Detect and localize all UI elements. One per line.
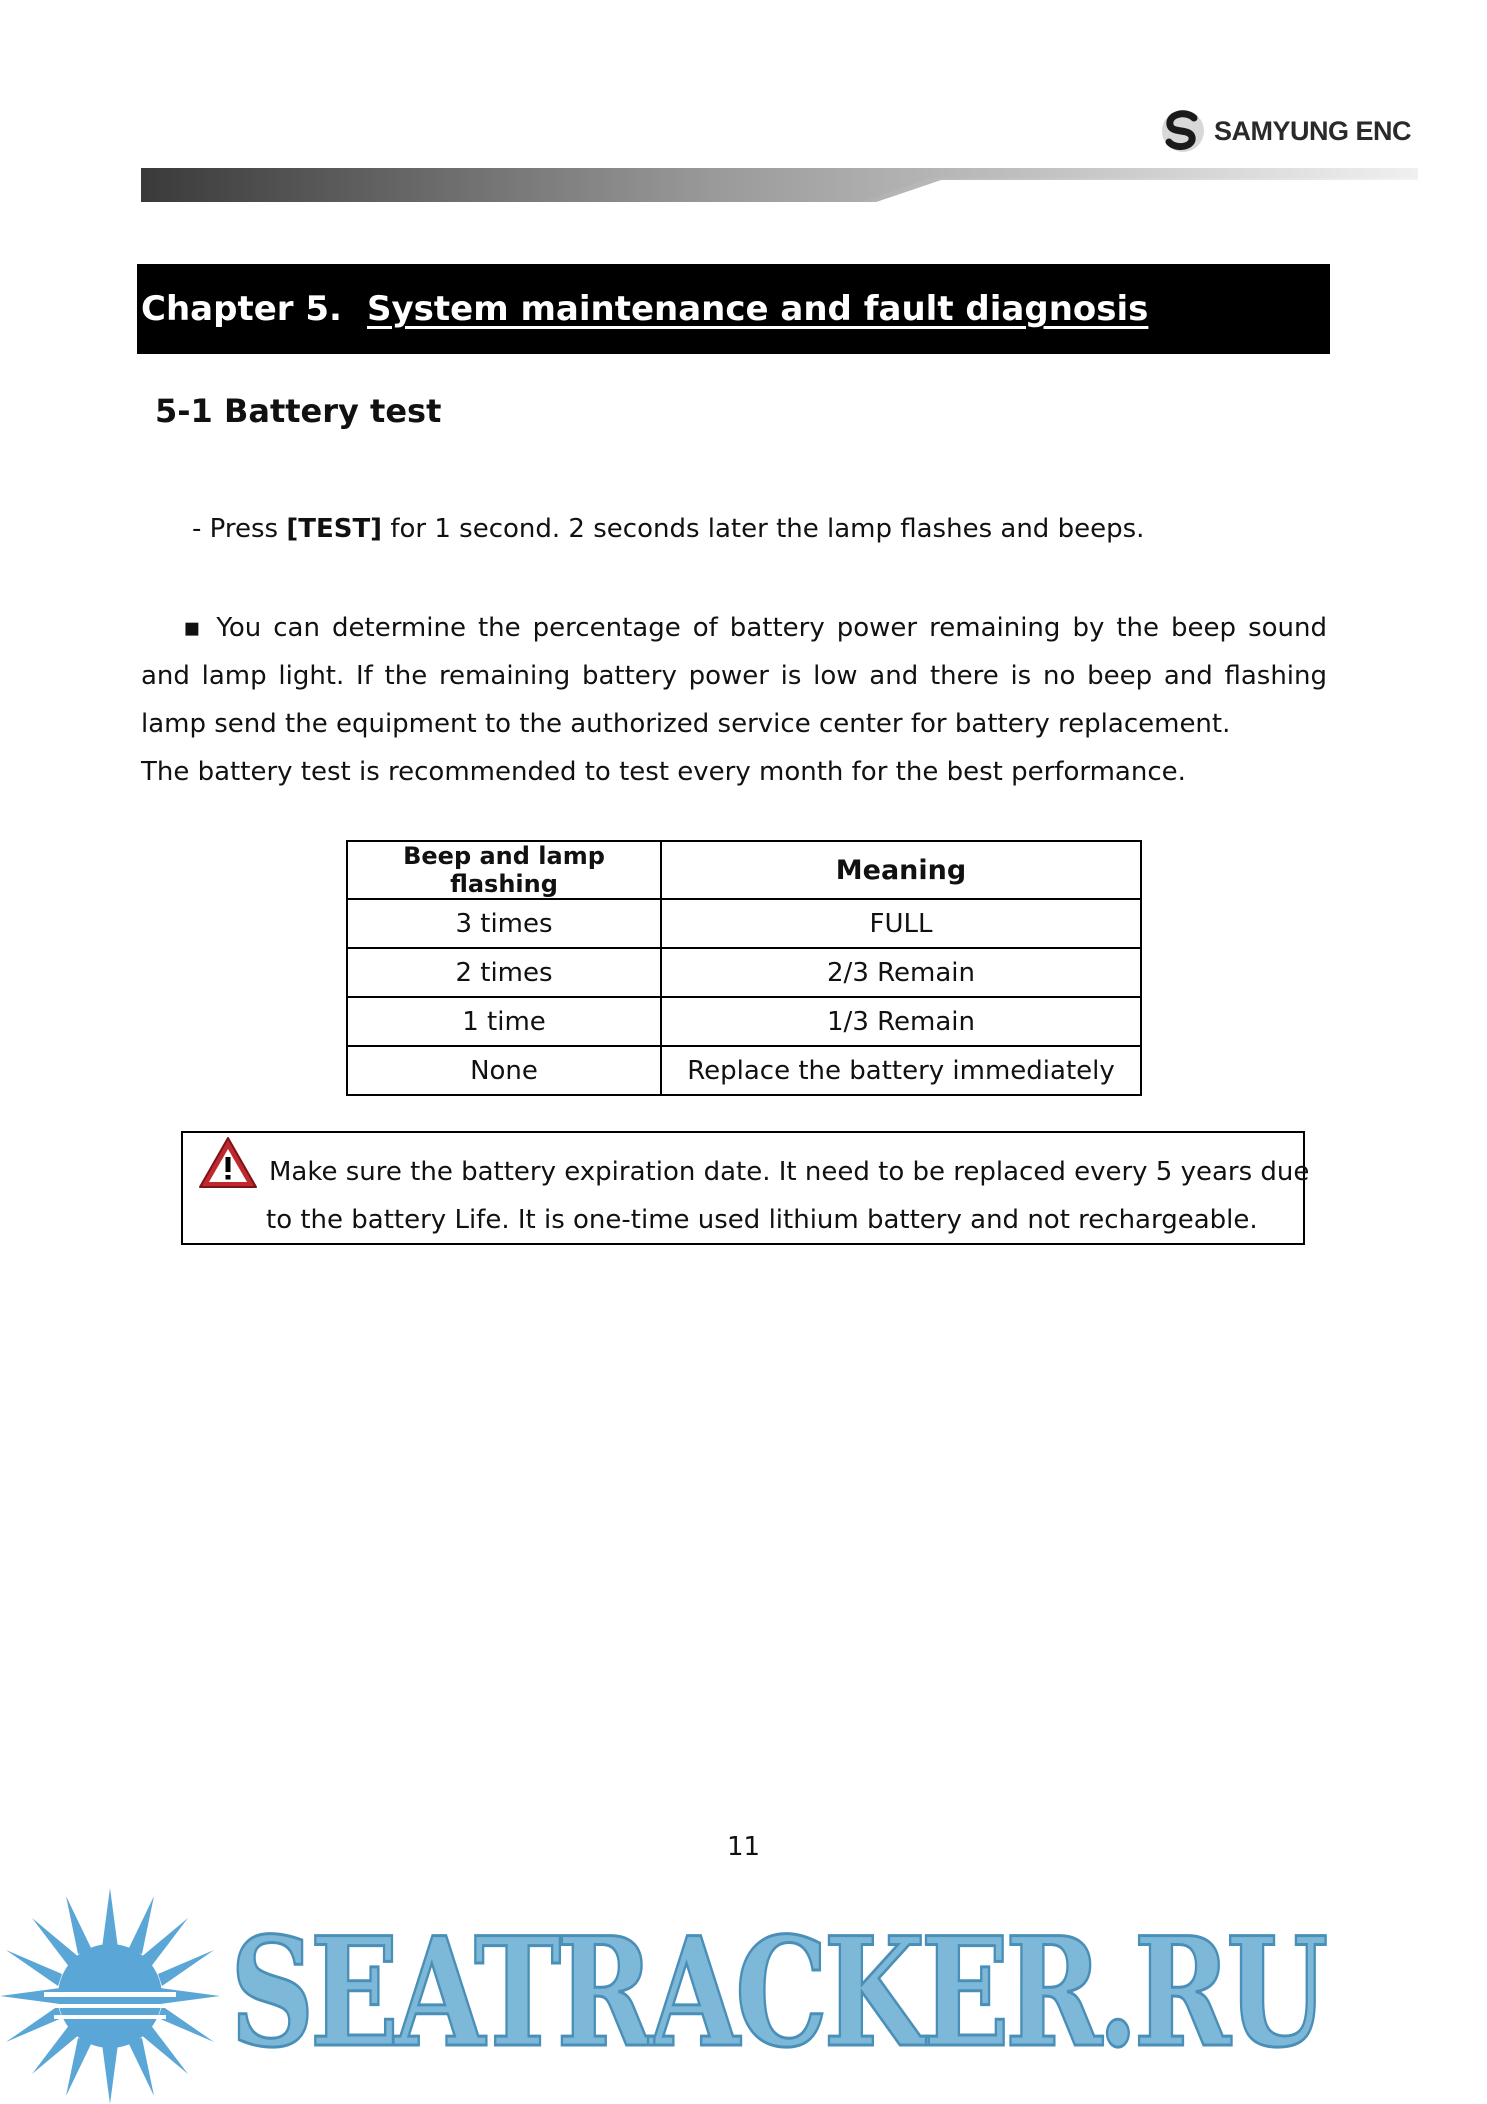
watermark-text: SEATRACKER.RU [230,1905,1324,2081]
table-row [347,1046,1141,1095]
brand-name: SAMYUNG ENC [1214,115,1412,146]
warning-triangle-icon [197,1135,259,1191]
page-number: 11 [726,1832,761,1862]
table-header-beep: Beep and lamp flashing [347,841,661,899]
battery-description-text: You can determine the percentage of battery power remaining by the beep sound and lamp light. If the remaining battery power is low and there is no beep and flashing lamp send the equipment to the authorized service center for battery replacement. [141,613,1327,739]
brand-logo [1160,106,1420,156]
battery-description [141,604,1327,748]
instruction-prefix: - Press [192,514,287,544]
chapter-title: System maintenance and fault diagnosis [367,289,1149,329]
watermark [0,1880,1487,2104]
warning-text-line1: Make sure the battery expiration date. It need to be replaced every 5 years due [269,1157,1310,1187]
table-row [347,948,1141,997]
chapter-banner [137,264,1330,354]
table-cell-beep: 3 times [347,899,661,948]
sun-logo-icon [0,1888,220,2104]
section-heading: 5-1 Battery test [155,392,442,430]
table-cell-beep: 1 time [347,997,661,1046]
instruction-suffix: for 1 second. 2 seconds later the lamp flashes and beeps. [382,514,1145,544]
test-instruction [192,514,1144,544]
battery-warning-box [181,1131,1310,1245]
beep-meaning-table [346,840,1142,1096]
table-header-row [347,841,1141,899]
header-gradient-bar [141,168,1418,202]
table-row [347,899,1141,948]
bullet-marker: ▪ [183,613,205,643]
table-cell-meaning: Replace the battery immediately [661,1046,1141,1095]
table-cell-meaning: 2/3 Remain [661,948,1141,997]
table-cell-beep: None [347,1046,661,1095]
chapter-number: Chapter 5. [141,289,342,329]
table-header-meaning: Meaning [661,841,1141,899]
battery-recommendation: The battery test is recommended to test every month for the best performance. [141,757,1186,787]
warning-text-line2: to the battery Life. It is one-time used lithium battery and not rechargeable. [266,1205,1258,1235]
table-cell-meaning: FULL [661,899,1141,948]
table-cell-beep: 2 times [347,948,661,997]
samyung-logo-icon [1160,108,1206,154]
test-key-label: [TEST] [286,514,383,544]
table-row [347,997,1141,1046]
table-cell-meaning: 1/3 Remain [661,997,1141,1046]
